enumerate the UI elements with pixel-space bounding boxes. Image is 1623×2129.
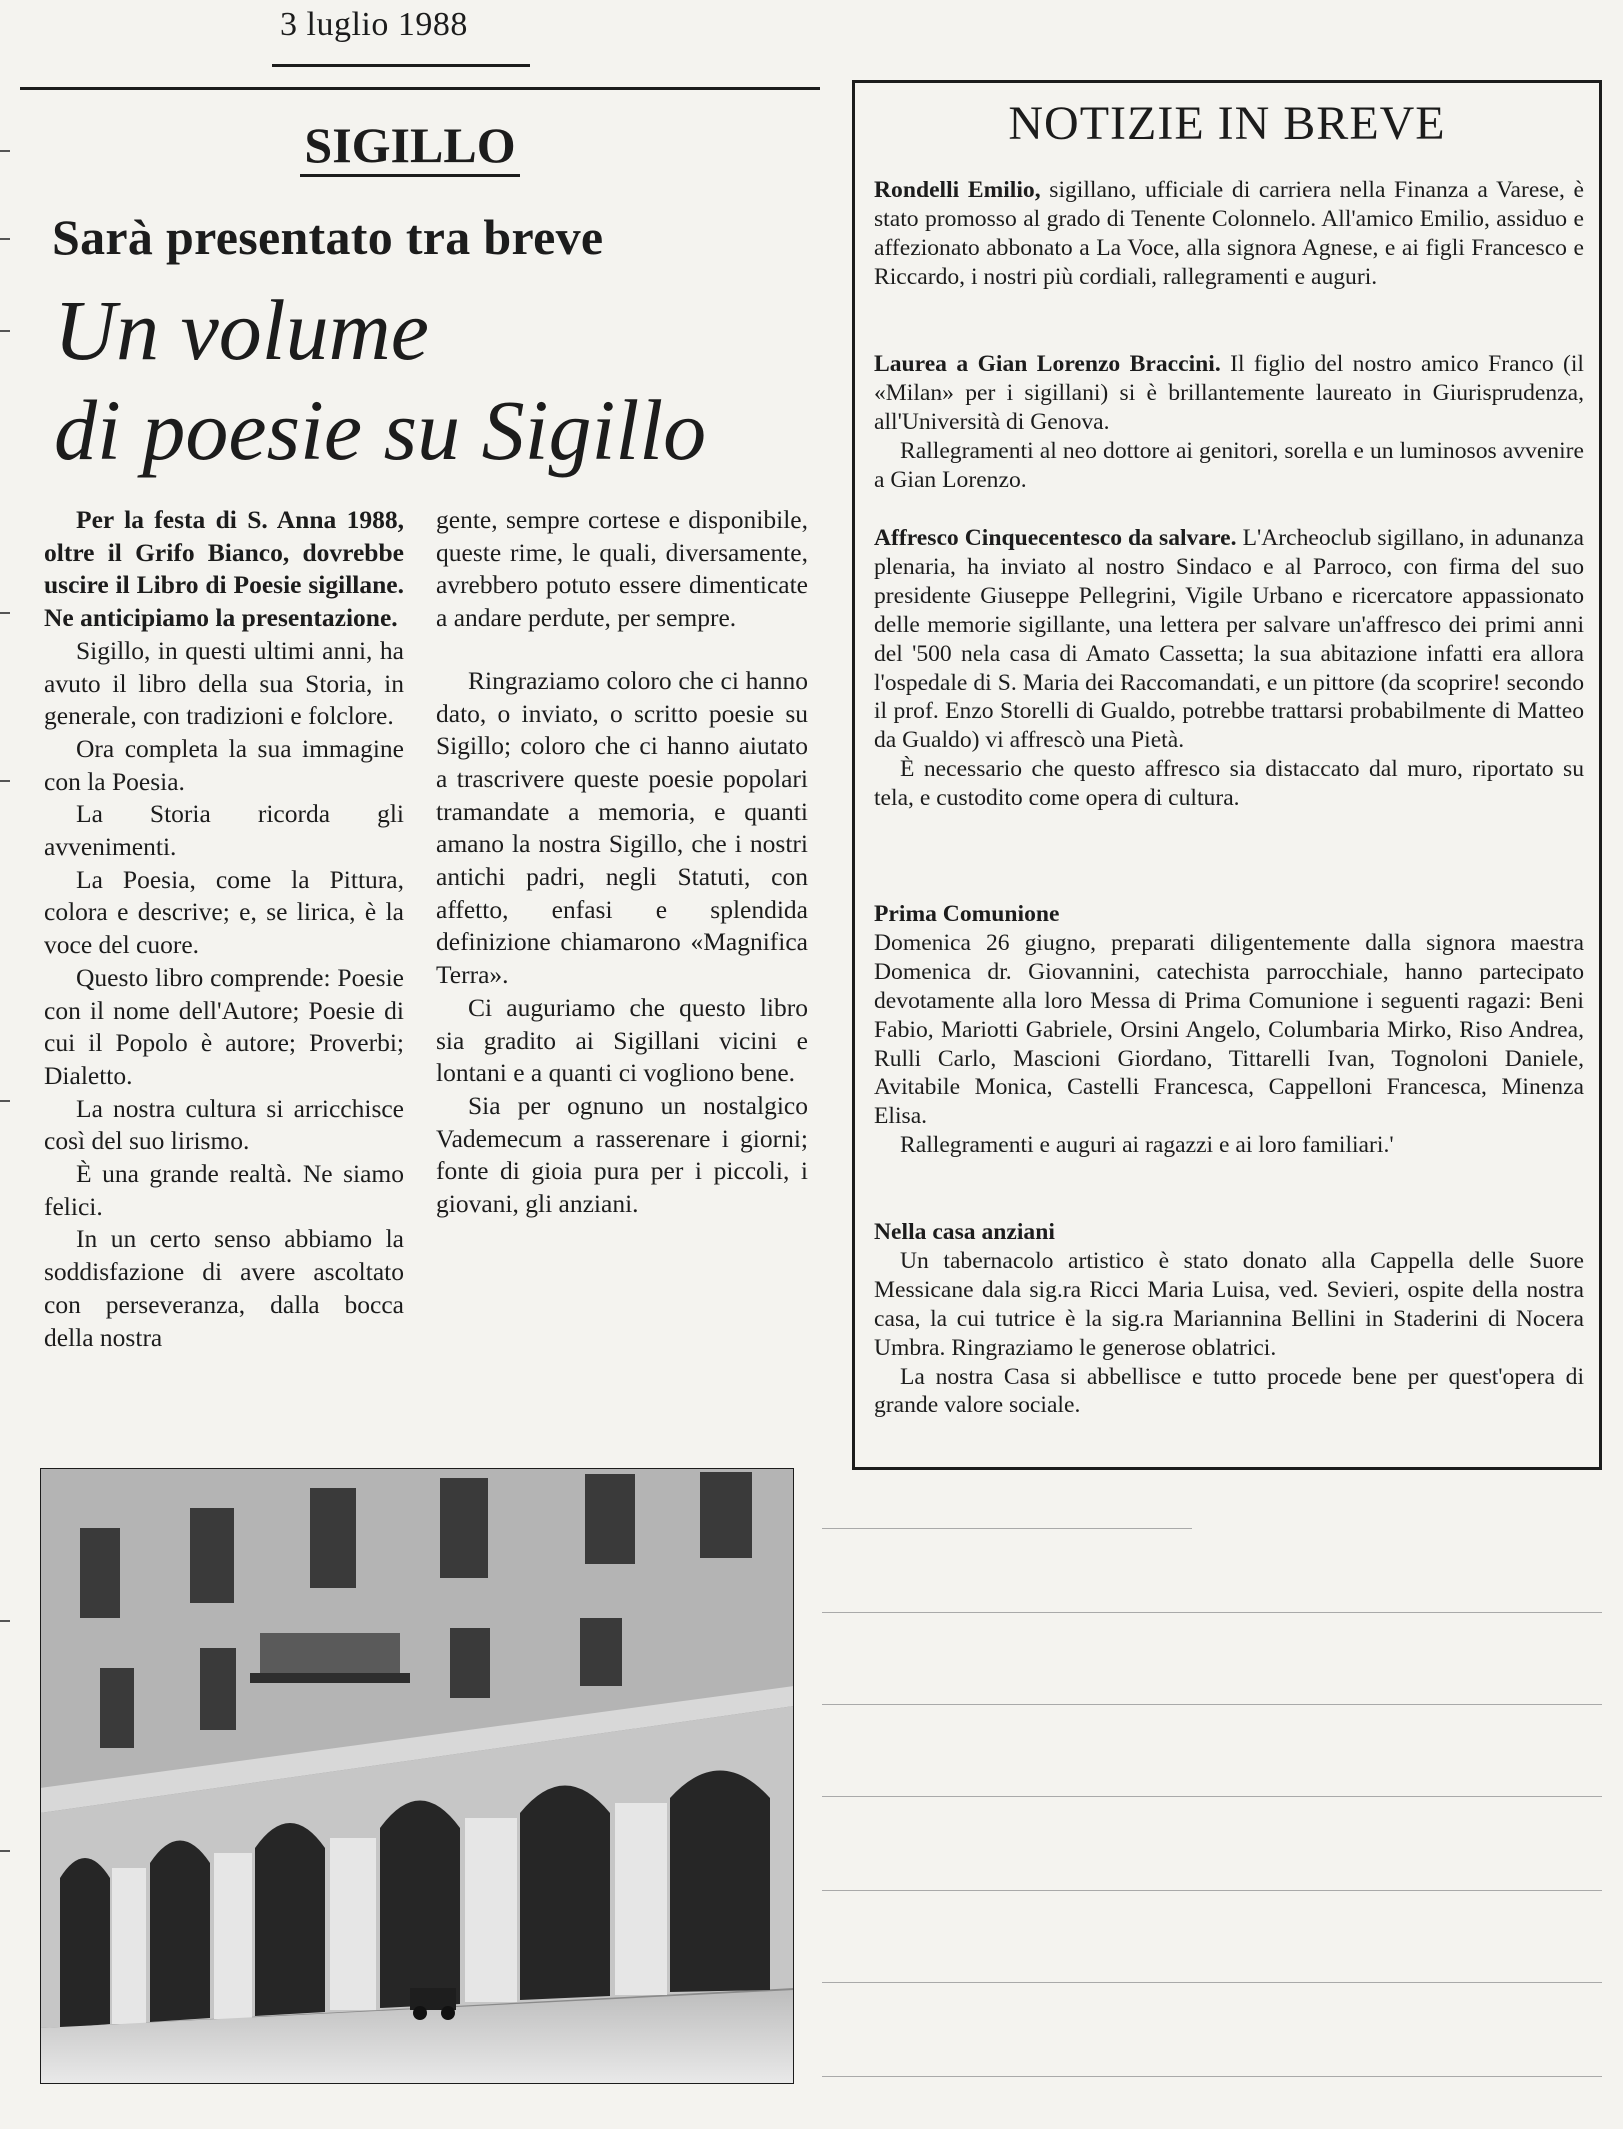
ruled-line: [822, 1982, 1602, 1983]
paragraph: La Poesia, come la Pittura, colora e descrive; e, se lirica, è la voce del cuore.: [44, 864, 404, 960]
paragraph: Sigillo, in questi ultimi anni, ha avuto il libro della sua Storia, in generale, con tradizioni e folclore.: [44, 635, 404, 731]
article-subtitle: Sarà presentato tra breve: [52, 209, 604, 265]
paragraph: La nostra cultura si arricchisce così del suo lirismo.: [44, 1093, 404, 1156]
news-text: Un tabernacolo artistico è stato donato alla Cappella delle Suore Messicane dala sig.ra Ricci Maria Luisa, ved. Sevieri, ospite della nostra casa, la cui tutrice è la sig.ra Mariannina Bellini in Staderini di Nocera Umbra. Ringraziamo le generose oblatrici.: [874, 1247, 1584, 1361]
top-rule: [20, 87, 820, 90]
article-title-line1: Un volume: [54, 282, 429, 378]
news-box-title: NOTIZIE IN BREVE: [1008, 97, 1446, 150]
paragraph: Questo libro comprende: Poesie con il nome dell'Autore; Poesie di cui il Popolo è autore; Proverbi; Dialetto.: [44, 962, 404, 1090]
news-item-casa-anziani: [874, 1218, 1584, 1420]
article-column-1: [44, 504, 404, 1354]
paragraph: Ringraziamo coloro che ci hanno dato, o inviato, o scritto poesie su Sigillo; coloro che ci hanno aiutato a trascrivere queste poesie popolari tramandate a memoria, e quanti amano la nostra Sigillo, che i nostri antichi padri, negli Statuti, con affetto, enfasi e splendida definizione chiamarono «Magnifica Terra».: [436, 665, 808, 990]
ruled-line: [822, 1890, 1602, 1891]
article-column-2: [436, 504, 808, 1221]
ruled-line: [822, 1704, 1602, 1705]
news-heading: Rondelli Emilio,: [874, 177, 1041, 203]
news-text: sigillano, ufficiale di carriera nella Finanza a Varese, è stato promosso al grado di Tenente Colonnelo. All'amico Emilio, assiduo e affezionato abbonato a La Voce, alla signora Agnese, e ai figli Francesco e Riccardo, i nostri più cordiali, rallegramenti e auguri.: [874, 177, 1584, 290]
news-item-rondelli: [874, 176, 1584, 292]
kicker-text: SIGILLO: [300, 116, 519, 177]
news-heading: Nella casa anziani: [874, 1219, 1055, 1245]
margin-tick: [0, 1850, 10, 1852]
paragraph: gente, sempre cortese e disponibile, queste rime, le quali, diversamente, avrebbero potuto essere dimenticate a andare perdute, per sempre.: [436, 505, 808, 633]
news-text: È necessario che questo affresco sia distaccato dal muro, riportato su tela, e custodito come opera di cultura.: [874, 756, 1584, 812]
paragraph: Ora completa la sua immagine con la Poesia.: [44, 733, 404, 796]
margin-tick: [0, 330, 10, 332]
paragraph: È una grande realtà. Ne siamo felici.: [44, 1159, 404, 1221]
news-item-laurea: [874, 350, 1584, 495]
date-underline: [272, 64, 530, 67]
news-text: Rallegramenti al neo dottore ai genitori, sorella e un luminosos avvenire a Gian Lorenzo.: [874, 437, 1584, 493]
news-text: Rallegramenti e auguri ai ragazzi e ai loro familiari.': [900, 1132, 1394, 1159]
paragraph: Sia per ognuno un nostalgico Vademecum a rasserenare i giorni; fonte di gioia pura per i piccoli, i giovani, gli anziani.: [436, 1090, 808, 1219]
ruled-line: [822, 1612, 1602, 1613]
news-heading: Laurea a Gian Lorenzo Braccini.: [874, 351, 1221, 377]
news-heading: Prima Comunione: [874, 901, 1060, 927]
news-text: Domenica 26 giugno, preparati diligentemente dalla signora maestra Domenica dr. Giovannini, catechista parrocchiale, hanno partecipato devotamente alla loro Messa di Prima Comunione i seguenti ragazi: Beni Fabio, Mariotti Gabriele, Orsini Angelo, Columbaria Mirko, Riso Andrea, Rulli Carlo, Mascioni Giordano, Tittarelli Ivan, Tognoloni Daniele, Avitabile Monica, Castelli Francesca, Cappelloni Francesca, Minenza Elisa.: [874, 929, 1584, 1130]
news-heading: Affresco Cinquecentesco da salvare.: [874, 525, 1237, 551]
margin-tick: [0, 1100, 10, 1102]
ruled-line: [822, 2076, 1602, 2077]
section-kicker: [0, 116, 820, 177]
building-photo: [40, 1468, 794, 2084]
margin-tick: [0, 780, 10, 782]
margin-tick: [0, 1620, 10, 1622]
news-text: La nostra Casa si abbellisce e tutto procede bene per quest'opera di grande valore sociale.: [874, 1363, 1584, 1419]
margin-tick: [0, 238, 10, 240]
paragraph: In un certo senso abbiamo la soddisfazione di avere ascoltato con perseveranza, dalla bocca della nostra: [44, 1224, 404, 1352]
ruled-line: [822, 1528, 1192, 1529]
article-lead: Per la festa di S. Anna 1988, oltre il Grifo Bianco, dovrebbe uscire il Libro di Poesie sigillane. Ne anticipiamo la presentazione.: [44, 505, 404, 633]
article-title-line2: di poesie su Sigillo: [54, 382, 707, 478]
paragraph: La Storia ricorda gli avvenimenti.: [44, 799, 404, 862]
arcade-building-illustration: [40, 1468, 794, 2084]
paragraph: Ci auguriamo che questo libro sia gradito ai Sigillani vicini e lontani e a quanti ci vogliono bene.: [436, 992, 808, 1088]
news-item-prima-comunione: [874, 900, 1584, 1160]
news-text: L'Archeoclub sigillano, in adunanza plenaria, ha inviato al nostro Sindaco e al Parroco, con firma del suo presidente Giuseppe Pellegrini, Vigile Urbano e ricercatore appassionato delle memorie sigillante, una lettera per salvare un'affresco dei primi anni del '500 nela casa di Amato Cassetta; la sua abitazione infatti era allora l'ospedale di S. Maria dei Raccomandati, e un pittore (da scoprire! secondo il prof. Enzo Storelli di Gualdo, potrebbe trattarsi probabilmente di Matteo da Gualdo) vi affrescò una Pietà.: [874, 525, 1585, 754]
news-text: Il figlio del nostro amico Franco (il «Milan» per i sigillani) si è brillantemente laureato in Giurisprudenza, all'Università di Genova.: [874, 351, 1584, 435]
margin-tick: [0, 612, 10, 614]
issue-date: 3 luglio 1988: [280, 6, 468, 43]
news-item-affresco: [874, 524, 1584, 813]
ruled-line: [822, 1796, 1602, 1797]
